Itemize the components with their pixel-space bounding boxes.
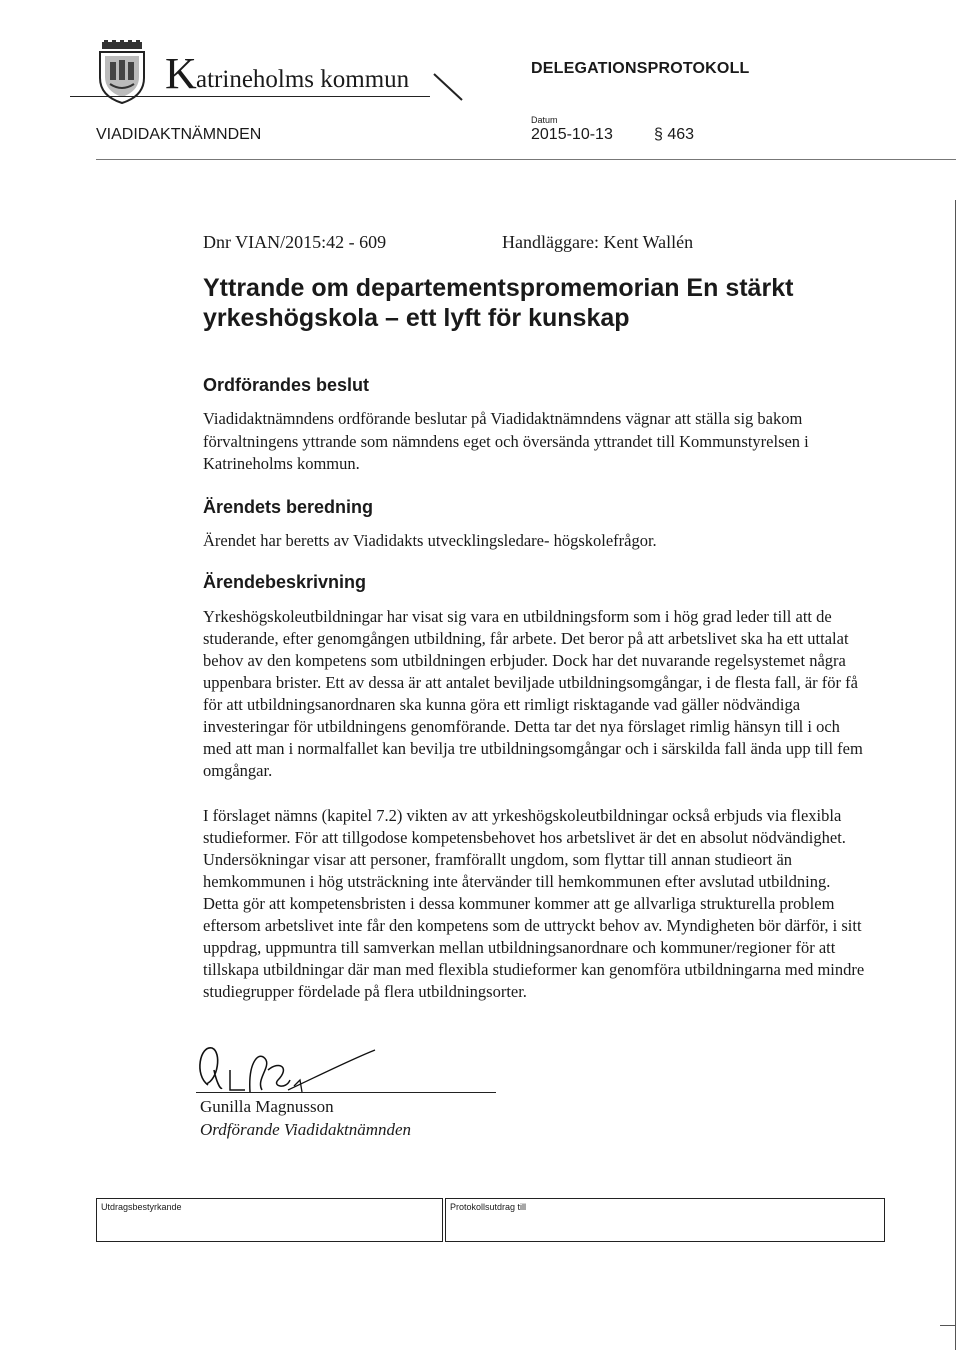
brand-underline — [70, 96, 430, 97]
scan-edge-line — [955, 200, 956, 1350]
signature-line — [196, 1092, 496, 1093]
utdragsbestyrkande-label: Utdragsbestyrkande — [101, 1202, 182, 1212]
paragraph-arendebeskrivning-2: I förslaget nämns (kapitel 7.2) vikten av att yrkeshögskoleutbildningar också erbjuds via flexibla studieformer. För att tillgodose kompetensbehovet hos arbetslivet är det en absolut nödvändighet. Undersökningar visar att personer, framförallt ungdom, som flyttar till annan studieort än hemkommunen i hög utsträckning inte återvänder till hemkommunen efter avslutad utbildning. Detta gör att kompetensbristen i dessa kommuner kommer att ge allvarliga strukturella problem eftersom arbetslivet inte får den kompetens som de uttryckt behov av. Myndigheten bör därför, i sitt uppdrag, uppmuntra till samverkan mellan utbildningsanordnare och kommuner/regioner för att tillskapa utbildningar där man med flexibla studieformer kan genomföra utbildningarna med mindre studiegrupper fördelade på flera utbildningsorter. — [203, 806, 865, 1001]
paragraph-ordforandes-beslut: Viadidaktnämndens ordförande beslutar på Viadidaktnämndens vägnar att ställa sig bakom förvaltningens yttrande som nämndens eget och översända yttrandet till Kommunstyrelsen i Katrineholms kommun. — [203, 409, 809, 473]
department-name: VIADIDAKTNÄMNDEN — [96, 126, 262, 143]
document-title-line-2: yrkeshögskola – ett lyft för kunskap — [203, 304, 630, 332]
protokollsutdrag-label: Protokollsutdrag till — [450, 1202, 527, 1212]
document-title-line-1: Yttrande om departementspromemorian En stärkt — [203, 274, 794, 302]
paragraph-number: § 463 — [654, 126, 695, 143]
paragraph-arendets-beredning: Ärendet har beretts av Viadidakts utvecklingsledare- högskolefrågor. — [203, 531, 657, 550]
date-value: 2015-10-13 — [531, 126, 613, 143]
date-label: Datum — [531, 115, 558, 125]
paragraph-arendebeskrivning-1: Yrkeshögskoleutbildningar har visat sig vara en utbildningsform som i hög grad leder till att de studerande, efter genomgången utbildning, får arbete. Det beror på att arbetslivet ska ha ett uttalat behov av den kompetens som utbildningen erbjuder. Dock har det nuvarande regelsystemet några uppenbara brister. Ett av dessa är att antalet beviljade utbildningsomgångar, i de flesta fall, är för få för att utbildningsanordnaren ska kunna göra ett rimligt risktagande vad gäller nödvändiga investeringar för utbildningens genomförande. Detta tar det nya förslaget rimlig hänsyn till i och med att man i normalfallet kan bevilja tre utbildningsomgångar och i särskilda fall ända upp till fem omgångar. — [203, 607, 863, 780]
signatory-title: Ordförande Viadidaktnämnden — [200, 1120, 412, 1139]
case-officer: Handläggare: Kent Wallén — [502, 232, 694, 252]
document-type: DELEGATIONSPROTOKOLL — [531, 60, 750, 77]
heading-arendets-beredning: Ärendets beredning — [203, 497, 374, 517]
case-number: Dnr VIAN/2015:42 - 609 — [203, 232, 387, 252]
brand-slash-mark — [432, 72, 464, 102]
scan-edge-tick — [940, 1325, 955, 1326]
brand-initial: K — [165, 49, 197, 98]
signatory-name: Gunilla Magnusson — [200, 1097, 334, 1116]
brand-name: atrineholms kommun — [196, 66, 410, 93]
heading-arendebeskrivning: Ärendebeskrivning — [203, 572, 367, 592]
protokollsutdrag-box — [445, 1198, 885, 1242]
utdragsbestyrkande-box — [96, 1198, 443, 1242]
heading-ordforandes-beslut: Ordförandes beslut — [203, 375, 370, 395]
municipal-crest-logo — [96, 40, 148, 104]
header-divider — [96, 159, 956, 160]
